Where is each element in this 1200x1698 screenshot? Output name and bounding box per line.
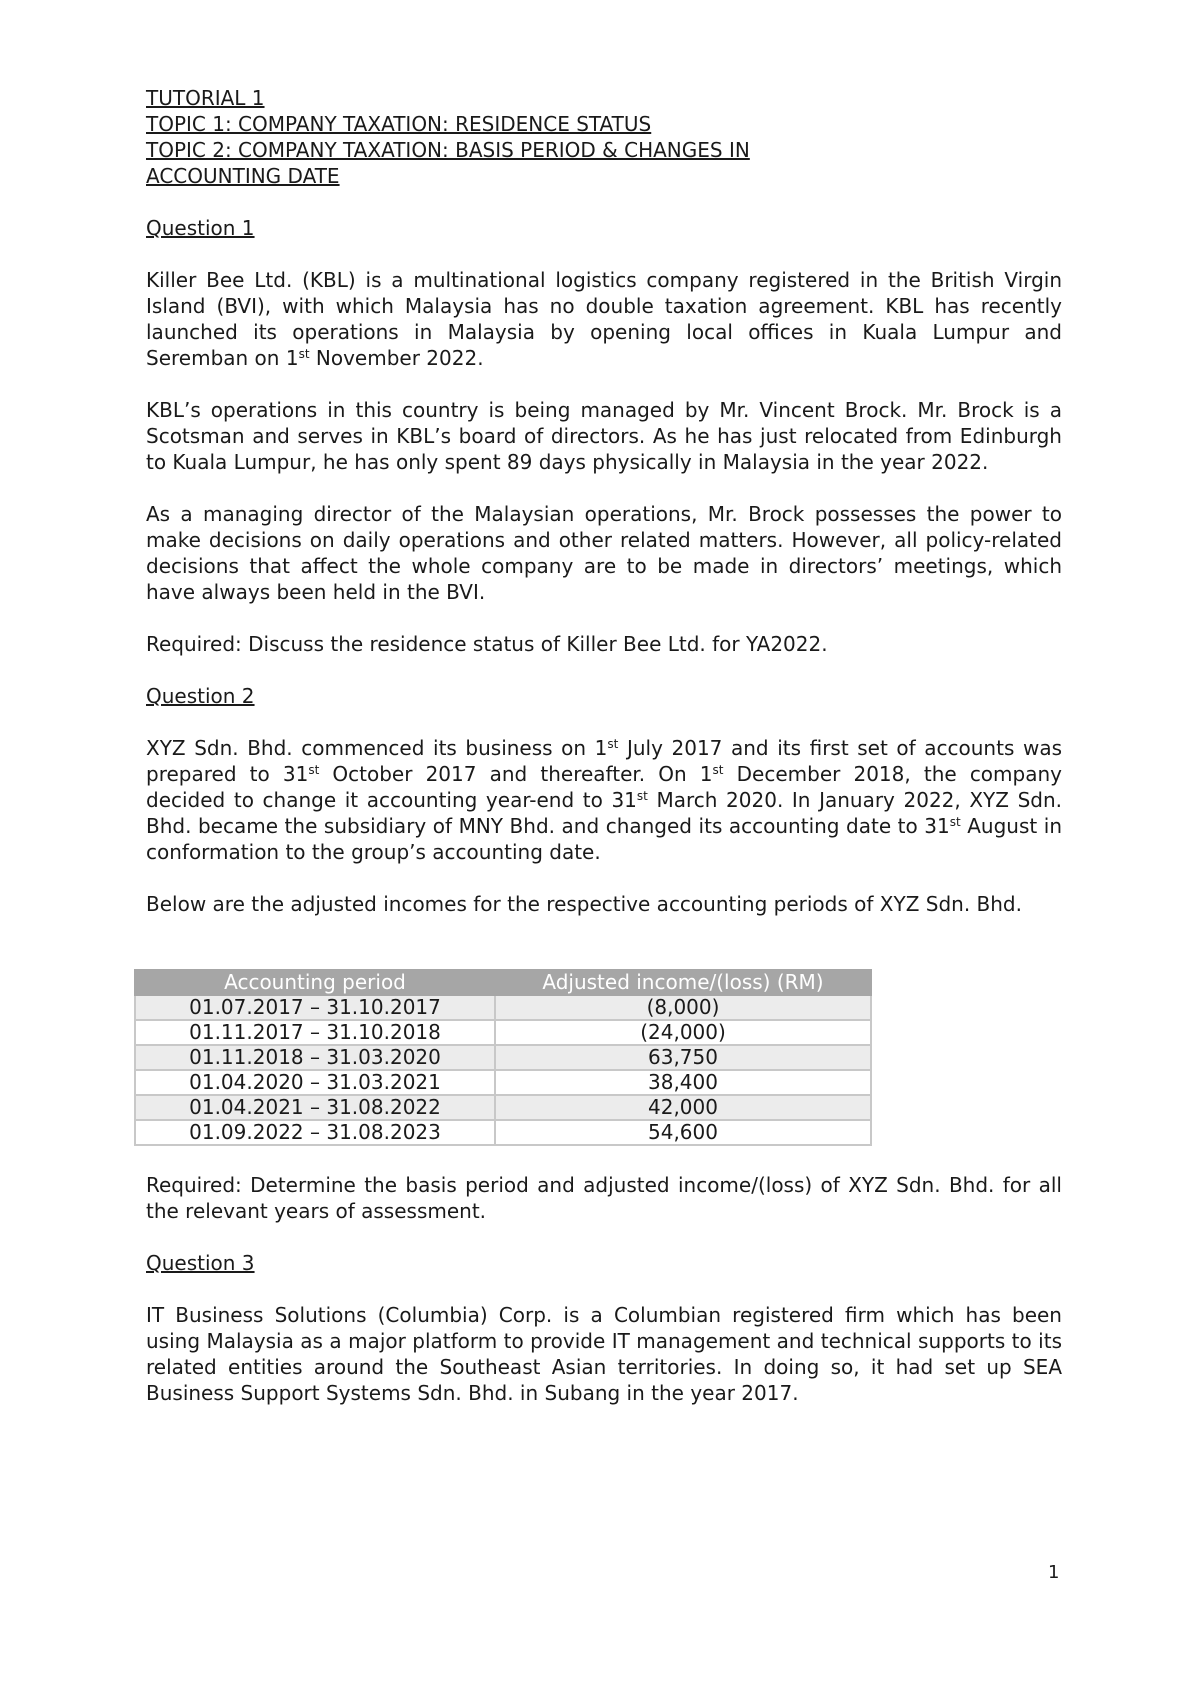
question-1-title: Question 1 <box>146 216 255 240</box>
table-row <box>135 1120 871 1145</box>
income-cell: 54,600 <box>495 1120 871 1145</box>
income-cell: 63,750 <box>495 1045 871 1070</box>
income-cell: 38,400 <box>495 1070 871 1095</box>
table-row <box>135 1095 871 1120</box>
column-header-accounting-period: Accounting period <box>135 970 495 995</box>
period-cell: 01.11.2017 – 31.10.2018 <box>135 1020 495 1045</box>
question-2-paragraph-2: Below are the adjusted incomes for the respective accounting periods of XYZ Sdn. Bhd. <box>146 892 1022 916</box>
question-1-paragraph-1: Killer Bee Ltd. (KBL) is a multinational logistics company registered in the British Virgin Island (BVI), with which Malaysia has no double taxation agreement. KBL has recently launched its operations in Malaysia by opening local offices in Kuala Lumpur and Seremban on 1st November 2022. <box>146 268 1062 370</box>
table-row <box>135 1070 871 1095</box>
topic-2-heading-cont: ACCOUNTING DATE <box>146 164 340 188</box>
period-cell: 01.04.2020 – 31.03.2021 <box>135 1070 495 1095</box>
question-2-required: Required: Determine the basis period and adjusted income/(loss) of XYZ Sdn. Bhd. for all the relevant years of assessment. <box>146 1173 1062 1223</box>
income-cell: 42,000 <box>495 1095 871 1120</box>
question-3-paragraph-1: IT Business Solutions (Columbia) Corp. is a Columbian registered firm which has been using Malaysia as a major platform to provide IT management and technical supports to its related entities around the Southeast Asian territories. In doing so, it had set up SEA Business Support Systems Sdn. Bhd. in Subang in the year 2017. <box>146 1303 1062 1405</box>
period-cell: 01.07.2017 – 31.10.2017 <box>135 995 495 1020</box>
column-header-adjusted-income: Adjusted income/(loss) (RM) <box>495 970 871 995</box>
period-cell: 01.09.2022 – 31.08.2023 <box>135 1120 495 1145</box>
question-2-paragraph-1: XYZ Sdn. Bhd. commenced its business on 1st July 2017 and its first set of accounts was prepared to 31st October 2017 and thereafter. On 1st December 2018, the company decided to change it accounting year-end to 31st March 2020. In January 2022, XYZ Sdn. Bhd. became the subsidiary of MNY Bhd. and changed its accounting date to 31st August in conformation to the group’s accounting date. <box>146 736 1062 864</box>
question-1-paragraph-2: KBL’s operations in this country is being managed by Mr. Vincent Brock. Mr. Brock is a Scotsman and serves in KBL’s board of directors. As he has just relocated from Edinburgh to Kuala Lumpur, he has only spent 89 days physically in Malaysia in the year 2022. <box>146 398 1062 474</box>
table-header-row <box>135 970 871 995</box>
table-row <box>135 1020 871 1045</box>
document-page <box>146 85 1062 1432</box>
question-1-paragraph-3: As a managing director of the Malaysian operations, Mr. Brock possesses the power to make decisions on daily operations and other related matters. However, all policy-related decisions that affect the whole company are to be made in directors’ meetings, which have always been held in the BVI. <box>146 502 1062 604</box>
table-row <box>135 995 871 1020</box>
question-1-required: Required: Discuss the residence status of Killer Bee Ltd. for YA2022. <box>146 632 828 656</box>
income-cell: (24,000) <box>495 1020 871 1045</box>
table-row <box>135 1045 871 1070</box>
adjusted-income-table-wrapper <box>134 969 870 1146</box>
topic-2-heading: TOPIC 2: COMPANY TAXATION: BASIS PERIOD & CHANGES IN <box>146 138 750 162</box>
question-2-title: Question 2 <box>146 684 255 708</box>
period-cell: 01.04.2021 – 31.08.2022 <box>135 1095 495 1120</box>
period-cell: 01.11.2018 – 31.03.2020 <box>135 1045 495 1070</box>
tutorial-heading: TUTORIAL 1 <box>146 86 265 110</box>
adjusted-income-table <box>134 969 872 1146</box>
question-3-title: Question 3 <box>146 1251 255 1275</box>
income-cell: (8,000) <box>495 995 871 1020</box>
page-number: 1 <box>1048 1562 1060 1583</box>
topic-1-heading: TOPIC 1: COMPANY TAXATION: RESIDENCE STATUS <box>146 112 652 136</box>
